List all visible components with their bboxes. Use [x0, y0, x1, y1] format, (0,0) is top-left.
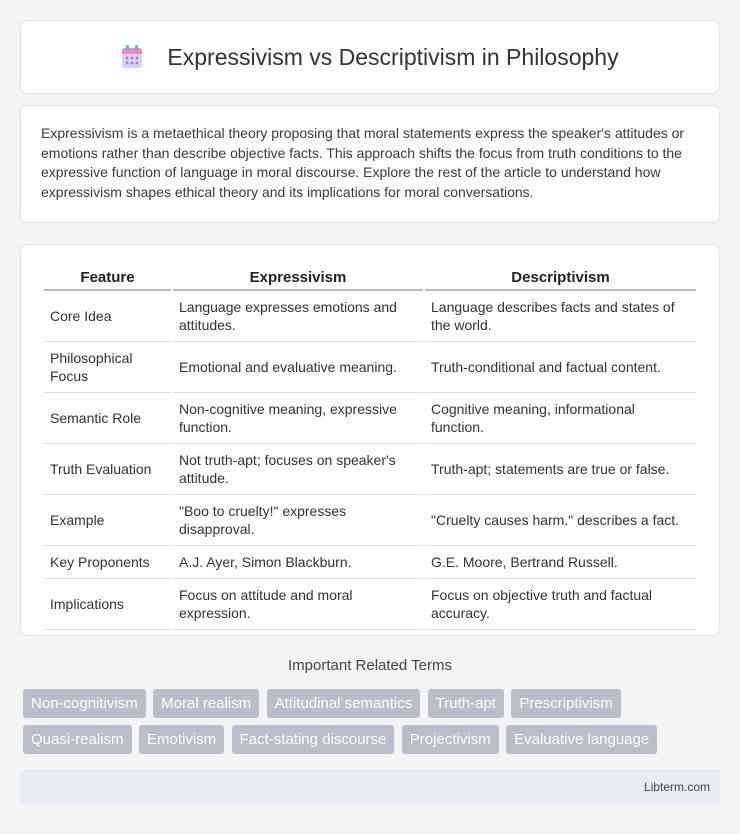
related-term-tag[interactable]: Prescriptivism: [511, 689, 620, 718]
expressivism-cell: Emotional and evaluative meaning.: [173, 342, 423, 393]
feature-cell: Philosophical Focus: [44, 342, 171, 393]
feature-cell: Core Idea: [44, 291, 171, 342]
feature-cell: Semantic Role: [44, 393, 171, 444]
related-terms-list: [23, 689, 723, 761]
descriptivism-cell: Focus on objective truth and factual accuracy.: [425, 579, 696, 630]
column-header-descriptivism: Descriptivism: [425, 263, 696, 291]
column-header-expressivism: Expressivism: [173, 263, 423, 291]
related-terms-title: Important Related Terms: [288, 657, 452, 674]
intro-card: [20, 105, 720, 223]
expressivism-cell: "Boo to cruelty!" expresses disapproval.: [173, 495, 423, 546]
table-row: [44, 546, 696, 579]
table-header-row: [44, 263, 696, 291]
column-header-feature: Feature: [44, 263, 171, 291]
descriptivism-cell: Cognitive meaning, informational function.: [425, 393, 696, 444]
feature-cell: Key Proponents: [44, 546, 171, 579]
feature-cell: Truth Evaluation: [44, 444, 171, 495]
related-term-tag[interactable]: Evaluative language: [506, 725, 657, 754]
comparison-table: [42, 263, 698, 630]
document-icon: [121, 45, 143, 69]
descriptivism-cell: Truth-conditional and factual content.: [425, 342, 696, 393]
related-term-tag[interactable]: Non-cognitivism: [23, 689, 146, 718]
feature-cell: Example: [44, 495, 171, 546]
related-term-tag[interactable]: Projectivism: [402, 725, 499, 754]
intro-text: Expressivism is a metaethical theory proposing that moral statements express the speaker's attitudes or emotions rather than describe objective facts. This approach shifts the focus from truth conditions to the expressive function of language in moral discourse. Explore the rest of the article to understand how expressivism shapes ethical theory and its implications for moral conversations.: [41, 125, 685, 200]
expressivism-cell: Not truth-apt; focuses on speaker's attitude.: [173, 444, 423, 495]
descriptivism-cell: "Cruelty causes harm." describes a fact.: [425, 495, 696, 546]
related-term-tag[interactable]: Fact-stating discourse: [232, 725, 395, 754]
comparison-table-card: [20, 244, 720, 636]
related-term-tag[interactable]: Attitudinal semantics: [267, 689, 421, 718]
expressivism-cell: Non-cognitive meaning, expressive function.: [173, 393, 423, 444]
descriptivism-cell: Truth-apt; statements are true or false.: [425, 444, 696, 495]
table-row: [44, 393, 696, 444]
table-row: [44, 579, 696, 630]
feature-cell: Implications: [44, 579, 171, 630]
related-term-tag[interactable]: Truth-apt: [428, 689, 504, 718]
expressivism-cell: A.J. Ayer, Simon Blackburn.: [173, 546, 423, 579]
table-row: [44, 291, 696, 342]
page-title: Expressivism vs Descriptivism in Philosophy: [167, 43, 619, 70]
footer-site-link[interactable]: Libterm.com: [643, 780, 710, 794]
related-term-tag[interactable]: Quasi-realism: [23, 725, 132, 754]
table-row: [44, 495, 696, 546]
table-row: [44, 444, 696, 495]
descriptivism-cell: G.E. Moore, Bertrand Russell.: [425, 546, 696, 579]
expressivism-cell: Language expresses emotions and attitudes.: [173, 291, 423, 342]
descriptivism-cell: Language describes facts and states of the world.: [425, 291, 696, 342]
title-card: [20, 20, 720, 94]
expressivism-cell: Focus on attitude and moral expression.: [173, 579, 423, 630]
related-term-tag[interactable]: Emotivism: [139, 725, 224, 754]
table-row: [44, 342, 696, 393]
related-term-tag[interactable]: Moral realism: [153, 689, 259, 718]
footer: [20, 770, 720, 803]
